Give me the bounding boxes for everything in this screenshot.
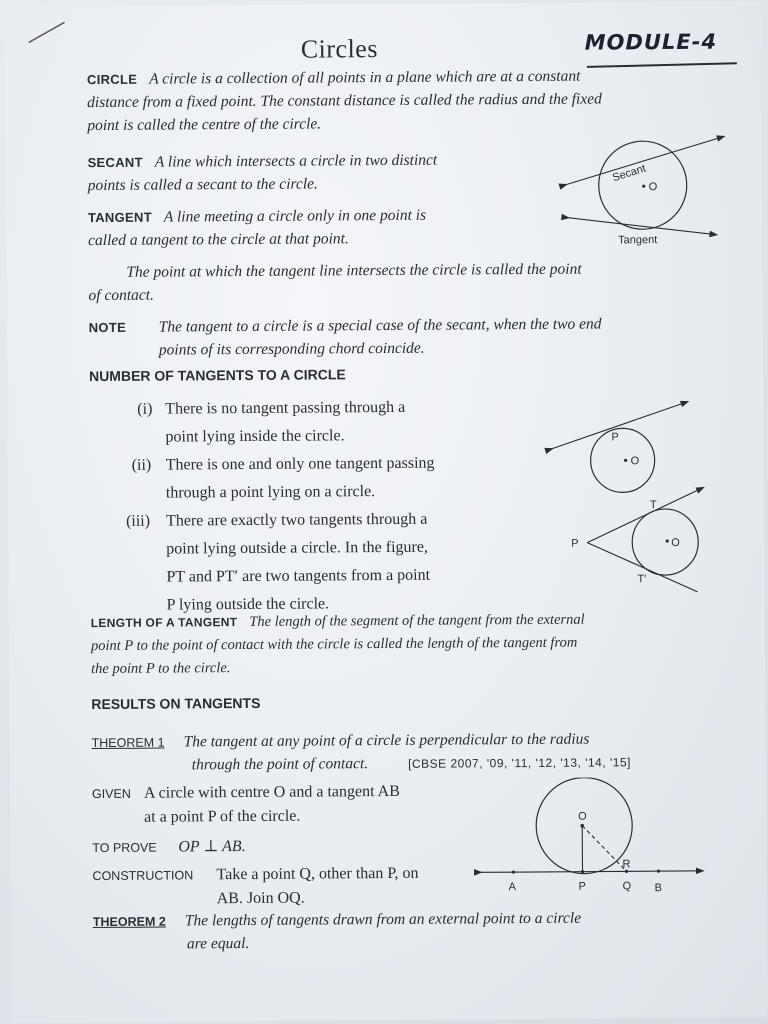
theorem1-line-1: The tangent at any point of a circle is perpendicular to the radius — [183, 730, 590, 751]
theorem1-line-2: through the point of contact. — [191, 755, 369, 774]
length-line-1: The length of the segment of the tangent from the external — [249, 611, 585, 630]
length-keyword: LENGTH OF A TANGENT — [90, 615, 238, 631]
list-item-line: PT and PT′ are two tangents from a point — [166, 566, 431, 586]
fig3-circle — [632, 509, 698, 575]
page-title: Circles — [300, 34, 379, 64]
theorem1-figure — [472, 777, 713, 899]
fig1-centre-label: O — [648, 181, 658, 194]
given-keyword: GIVEN — [91, 786, 131, 802]
theorem1-paragraph — [92, 727, 732, 777]
list-item-line: P lying outside the circle. — [166, 595, 330, 614]
list-item-number: (ii) — [131, 456, 152, 474]
fig3-p-label: P — [571, 537, 579, 550]
fig4-a-label: A — [508, 881, 517, 894]
fig4-o-label: O — [578, 810, 587, 823]
fig4-b-label: B — [654, 882, 663, 895]
tangent-line-1: A line meeting a circle only in one point is — [163, 206, 427, 226]
module-note: MODULE-4 — [584, 29, 718, 55]
length-line-3: the point P to the circle. — [91, 660, 231, 678]
list-item-line: point lying inside the circle. — [165, 427, 345, 446]
fig2-centre-dot — [624, 459, 627, 462]
secant-keyword: SECANT — [87, 154, 143, 171]
fig3-centre-label: O — [671, 536, 680, 550]
circle-line-1: A circle is a collection of all points in a plane which are at a constant — [149, 67, 581, 88]
note-paragraph — [89, 312, 729, 362]
list-item-number: (iii) — [125, 512, 151, 530]
fig3-tprime-label: T′ — [637, 573, 647, 586]
fig4-p-label: P — [578, 880, 587, 893]
tangent-line-2: called a tangent to the circle at that point. — [88, 230, 349, 250]
list-item-number: (i) — [137, 400, 153, 418]
list-item — [130, 449, 530, 508]
fig4-r-label: R — [622, 858, 631, 871]
list-item — [129, 393, 529, 452]
length-of-tangent-paragraph — [91, 608, 731, 681]
secant-line-1: A line which intersects a circle in two distinct — [154, 151, 438, 171]
contact-line-1: The point at which the tangent line intersects the circle is called the point — [126, 260, 582, 281]
construction-paragraph — [92, 861, 492, 912]
contact-paragraph — [88, 257, 728, 307]
circle-definition — [87, 64, 727, 137]
list-item-line: There is no tangent passing through a — [165, 398, 406, 418]
theorem2-line-1: The lengths of tangents drawn from an external point to a circle — [184, 909, 582, 930]
results-heading: RESULTS ON TANGENTS — [91, 694, 261, 713]
paper-page — [4, 1, 767, 1022]
fig1-centre-dot — [642, 185, 645, 188]
contact-line-2: of contact. — [88, 286, 154, 305]
fig1-tangent-label: Tangent — [618, 234, 658, 247]
note-line-2: points of its corresponding chord coincide. — [158, 339, 425, 359]
fig1-secant-line — [565, 137, 723, 185]
fig4-point-p — [581, 870, 584, 873]
fig2-tangent-line — [551, 402, 687, 449]
secant-definition — [87, 148, 547, 197]
fig1-secant-label: Secant — [611, 162, 648, 185]
tangent-keyword: TANGENT — [87, 209, 152, 226]
list-item-line: through a point lying on a circle. — [165, 483, 376, 502]
to-prove-keyword: TO PROVE — [92, 840, 157, 856]
theorem1-keyword: THEOREM 1 — [91, 735, 165, 751]
two-tangents-figure — [563, 480, 714, 596]
fig4-point-a — [512, 871, 515, 874]
list-item-line: There is one and only one tangent passing — [165, 454, 435, 474]
fig4-point-b — [657, 869, 660, 872]
length-line-2: point P to the point of contact with the circle is called the length of the tangent from — [90, 634, 578, 655]
list-item — [125, 505, 531, 620]
tangent-definition — [88, 203, 548, 252]
fig4-line-oq — [582, 825, 626, 871]
construction-line-1: Take a point Q, other than P, on — [216, 864, 419, 884]
fig4-centre-dot — [580, 824, 584, 828]
circle-keyword: CIRCLE — [86, 71, 138, 88]
given-line-2: at a point P of the circle. — [144, 807, 301, 826]
given-line-1: A circle with centre O and a tangent AB — [143, 782, 400, 802]
list-item-line: There are exactly two tangents through a — [165, 510, 428, 530]
construction-keyword: CONSTRUCTION — [92, 868, 194, 884]
secant-line-2: points is called a secant to the circle. — [87, 175, 318, 195]
circle-line-2: distance from a fixed point. The constant distance is called the radius and the fixed — [87, 90, 602, 112]
construction-line-2: AB. Join OQ. — [216, 889, 305, 908]
fig3-tangent-pt — [587, 488, 703, 543]
theorem1-citation: [CBSE 2007, '09, '11, '12, '13, '14, '15] — [408, 755, 632, 771]
theorem2-keyword: THEOREM 2 — [92, 914, 166, 930]
theorem2-line-2: are equal. — [186, 934, 250, 953]
fig2-point-label: P — [611, 431, 619, 444]
fig4-circle — [536, 777, 633, 874]
fig3-centre-dot — [666, 539, 669, 542]
fig2-centre-label: O — [630, 455, 640, 468]
secant-tangent-figure — [555, 127, 736, 253]
number-of-tangents-heading: NUMBER OF TANGENTS TO A CIRCLE — [88, 366, 346, 385]
pencil-mark — [25, 16, 75, 46]
fig1-tangent-line — [568, 217, 716, 236]
given-paragraph — [92, 779, 482, 830]
to-prove-statement: OP ⊥ AB. — [178, 837, 246, 856]
to-prove-paragraph — [92, 833, 246, 862]
list-item-line: point lying outside a circle. In the figure, — [166, 538, 429, 558]
fig3-t-label: T — [649, 499, 657, 512]
theorem2-paragraph — [93, 906, 733, 956]
circle-line-3: point is called the centre of the circle. — [87, 115, 322, 135]
tangents-list — [125, 393, 531, 620]
fig4-q-label: Q — [622, 880, 632, 893]
note-keyword: NOTE — [88, 319, 127, 336]
note-line-1: The tangent to a circle is a special case of the secant, when the two end — [158, 315, 602, 336]
